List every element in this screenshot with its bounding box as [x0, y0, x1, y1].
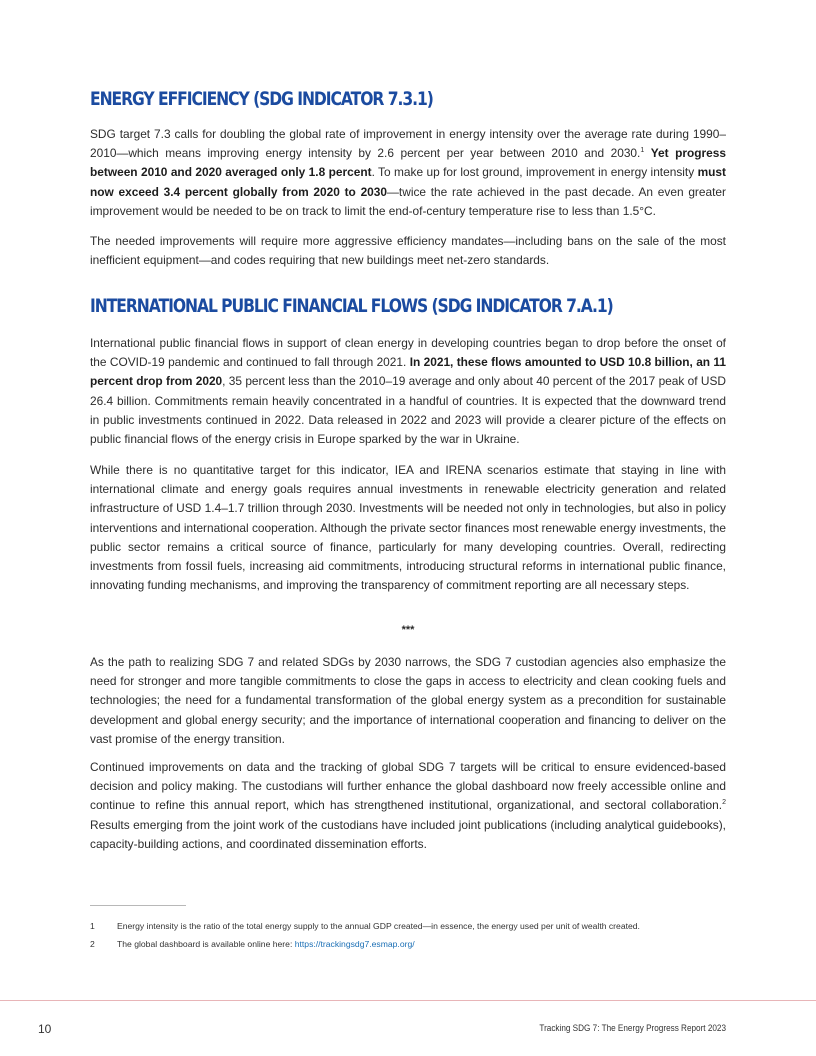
highlight-progress: Yet progress between 2010 and 2020 averaged only 1.8 percent [90, 146, 726, 180]
paragraph-financial-flows-2: While there is no quantitative target for this indicator, IEA and IRENA scenarios estimate that staying in line with international climate and energy goals requires annual investments in renewable electricity generation and related infrastructure of USD 1.4–1.7 trillion through 2030. Investments will be needed not only in technologies, but also in policy interventions and international cooperation. Although the private sector finances most renewable energy investments, the public sector remains a critical source of finance, particularly for many developing countries. Overall, redirecting investments from fossil fuels, increasing aid commitments, introducing structural reforms in international public finance, innovating funding mechanisms, and improving the transparency of commitment reporting are all necessary steps. [90, 463, 726, 593]
paragraph-closing-2 [90, 758, 726, 854]
section-separator: *** [401, 624, 415, 636]
text-run: , 35 percent less than the 2010–19 average and only about 40 percent of the 2017 peak of USD 26.4 billion. Commitments remain heavily concentrated in a handful of countries. It is expected that the downward trend in public investments continued in 2022. Data released in 2022 and 2023 will provide a clearer picture of the effects on public financial flows of the energy crisis in Europe sparked by the war in Ukraine. [90, 374, 726, 447]
footnote-2 [90, 939, 415, 949]
footnote-ref-1[interactable]: 1 [640, 147, 645, 155]
text-run: . To make up for lost ground, improvement in energy intensity [371, 165, 698, 180]
text-run: —twice the rate achieved in the past decade. An even greater improvement would be needed to be on track to limit the end-of-century temperature rise to less than 1.5°C. [90, 184, 726, 218]
footnote-text: Energy intensity is the ratio of the total energy supply to the annual GDP created—in essence, the energy used per unit of wealth created. [117, 921, 640, 931]
section-heading-financial-flows: INTERNATIONAL PUBLIC FINANCIAL FLOWS (SDG INDICATOR 7.A.1) [90, 295, 613, 317]
paragraph-energy-efficiency-2: The needed improvements will require more aggressive efficiency mandates—including bans on the sale of the most inefficient equipment—and codes requiring that new buildings meet net-zero standards. [90, 234, 726, 268]
paragraph-closing-1: As the path to realizing SDG 7 and related SDGs by 2030 narrows, the SDG 7 custodian agencies also emphasize the need for stronger and more tangible commitments to close the gaps in access to electricity and clean cooking fuels and technologies; the need for a fundamental transformation of the global energy system as a precondition for sustainable development and global energy security; and the importance of international cooperation and financing to deliver on the vast promise of the energy transition. [90, 655, 726, 746]
footnote-divider [90, 905, 186, 906]
section-heading-energy-efficiency: ENERGY EFFICIENCY (SDG INDICATOR 7.3.1) [90, 88, 433, 110]
paragraph-financial-flows-1 [90, 334, 726, 449]
footnote-1 [90, 921, 640, 931]
text-run: International public financial flows in support of clean energy in developing countries began to drop before the onset of the COVID-19 pandemic and continued to fall through 2021. [90, 336, 726, 370]
text-run: SDG target 7.3 calls for doubling the global rate of improvement in energy intensity over the average rate during 1990–2010—which means improving energy intensity by 2.6 percent per year between 2010 and 2030. [90, 127, 726, 161]
footnote-number: 1 [90, 921, 95, 931]
footnote-text: The global dashboard is available online here: [117, 939, 295, 949]
footnote-number: 2 [90, 939, 95, 949]
paragraph-energy-efficiency-1 [90, 125, 726, 221]
report-title: Tracking SDG 7: The Energy Progress Report 2023 [539, 1023, 726, 1034]
footer-divider [0, 1000, 816, 1001]
text-run: Results emerging from the joint work of the custodians have included joint publications (including analytical guidebooks), capacity-building actions, and coordinated dissemination efforts. [90, 817, 726, 851]
text-run: Continued improvements on data and the tracking of global SDG 7 targets will be critical to ensure evidenced-based decision and policy making. The custodians will further enhance the global dashboard now freely accessible online and continue to refine this annual report, which has strengthened institutional, organizational, and sectoral collaboration. [90, 760, 726, 813]
highlight-target: must now exceed 3.4 percent globally from 2020 to 2030 [90, 165, 726, 199]
footnote-ref-2[interactable]: 2 [722, 799, 726, 807]
highlight-flows: In 2021, these flows amounted to USD 10.8 billion, an 11 percent drop from 2020 [90, 355, 726, 389]
page-number: 10 [38, 1022, 52, 1036]
dashboard-link[interactable]: https://trackingsdg7.esmap.org/ [294, 939, 415, 949]
